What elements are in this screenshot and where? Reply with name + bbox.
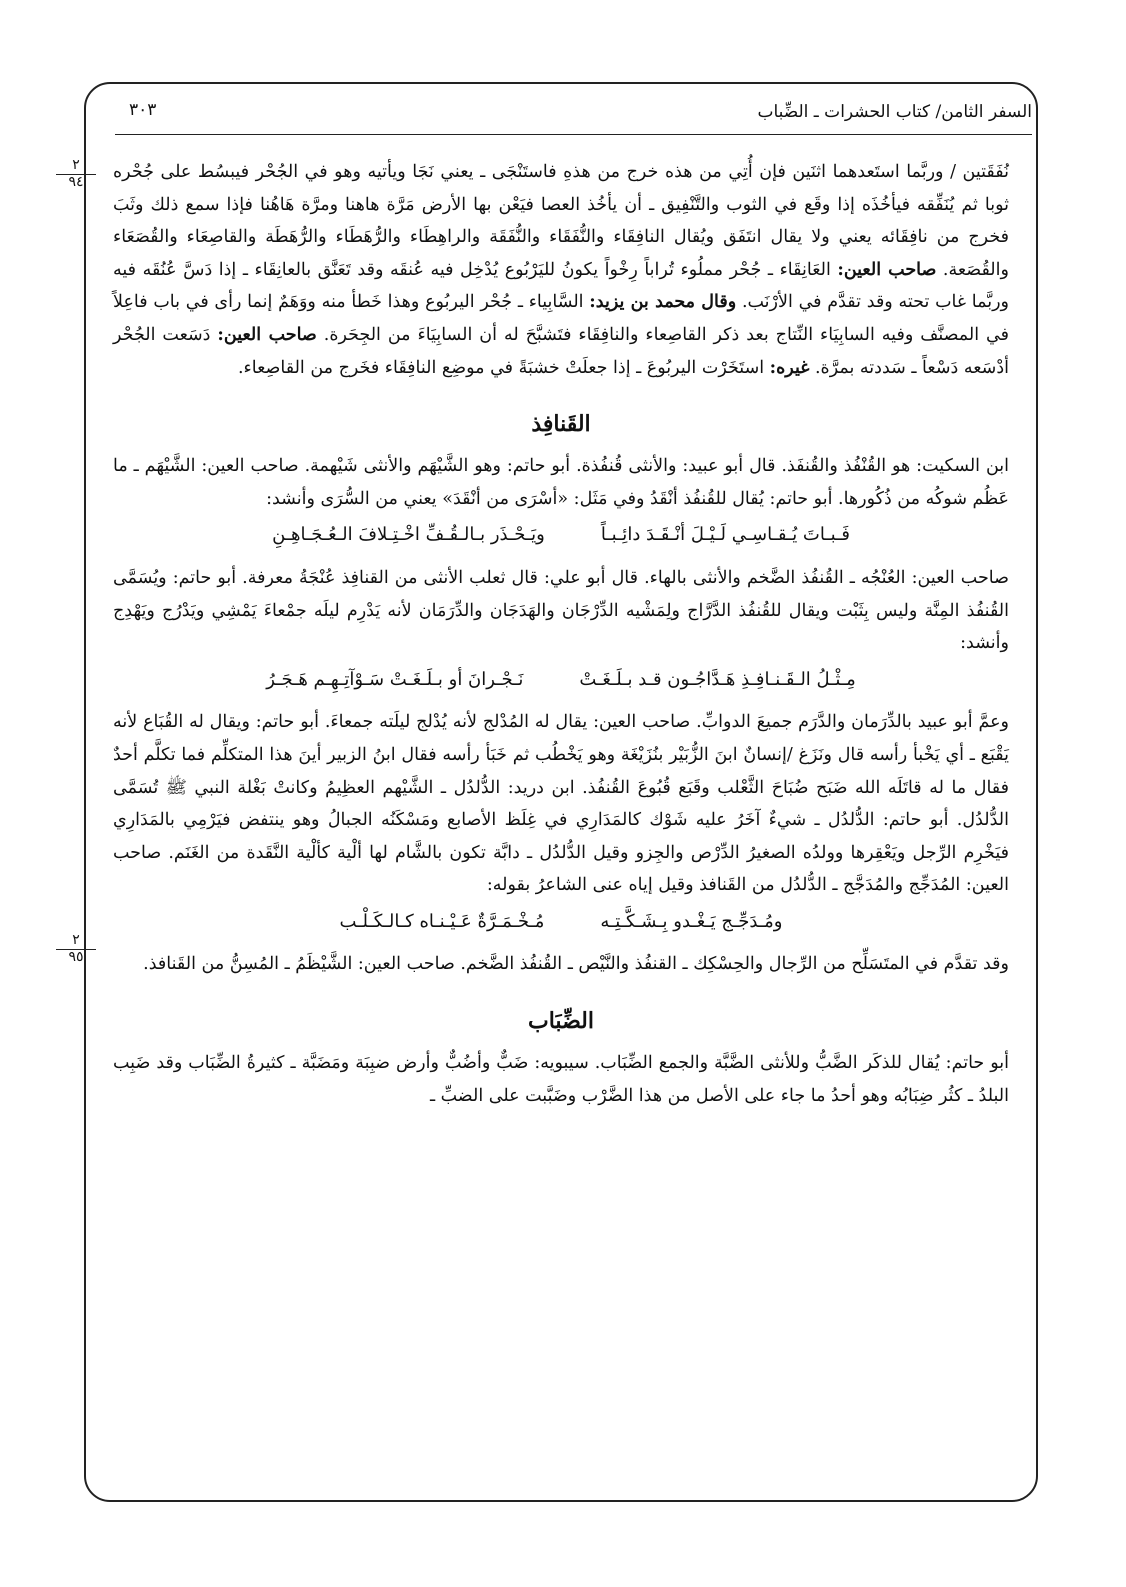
margin-ref-2 [56,933,96,965]
section-title-dibab: الضِّبَاب [528,1008,594,1035]
page-number: ٣٠٣ [129,100,157,120]
main-text [113,156,1009,1112]
verse-hemistich-second: مُـخْـمَـرَّةٌ عَـيْـنـاه كـالـكَـلْـب [339,910,545,932]
margin-ref-top: ٢ [56,933,96,950]
verse-hemistich-first: مِـثْـلُ الـقَـنـافِـذِ هَـدَّاجُـون قـد بـلَـغَـتْ [579,668,856,690]
margin-ref-top: ٢ [56,158,96,175]
margin-ref-bottom: ٩٥ [68,949,84,965]
verse [113,519,1009,552]
margin-ref-bottom: ٩٤ [68,174,84,190]
paragraph: صاحب العين: العُنْجُه ـ القُنفُذ الضَّخم والأنثى بالهاء. قال أبو علي: قال ثعلب الأنثى من القنافِذ عُنْجَةُ معرفة. أبو حاتم: ويُسَمَّى القُنفُذ المِنَّة وليس بِثَبْت ويقال للقُنفُذ الدَّرَّاج ولِمَشْيه الدِّرْجَان والهَدَجَان والدِّرَمَان لأنه يَدْرِم ليلَه جمْعاءَ يَمْشِي ويَدْرُج ويَهْدِج وأنشد: [113,567,1009,654]
paragraph: وقد تقدَّم في المتَسَلِّح من الرِّجال والحِسْكِك ـ القنفُذ والنَّيْص ـ القُنفُذ الضَّخم. صاحب العين: الشَّيْظَمُ ـ المُسِنُّ من القَنافذ. [143,954,1009,975]
verse-hemistich-first: ومُـدَجِّـج يَـغْـدو بِـشَـكَّـتِـه [600,910,783,932]
section-title-qanafidh: القَنافِذ [531,411,591,438]
paragraph-continued: نُفَقَتين / وربَّما استَعدهما اثنَين فإن أُتِي من هذه خرج من هذهِ فاستَنْجَى ـ يعني نَجَا ويأتيه وهو في الجُحْر فيبسُط على جُحْره ثوبا ثم يُنَفِّقه فيأخُذَه إذا وقَع في الثوب والتَّنْفِيق ـ أن يأخُذ العصا فيَعْن بها الأرض مَرَّة هاهنا ومرَّة هَاهُنا فإذا سمع ذلك وثَبَ فخرج من نافِقَائه يعني ولا يقال انتَفَق ويُقال النافِقَاء والنُّفَقَاء والنُّفَقَة والراهِطَاء والرُّهَطَاء والرُّهَطَة والقاصِعَاء والقُصَعَاء والقُصَعة. صاحب العين: العَانِقَاء ـ جُحْر مملُوء تُراباً رِخْواً يكونُ لليَرْبُوع يُدْخِل فيه عُنقَه وقد تَعَنَّق بالعانِقَاء ـ إذا دَسَّ عُنُقَه فيه وربَّما غاب تحته وقد تقدَّم في الأرْنَب. وقال محمد بن يزيد: السَّابِياء ـ جُحْر اليربُوع وهذا خَطأ منه ووَهَمٌ إنما رأى في باب فاعِلاً في المصنَّف وفيه السابِيَاء النِّتاج بعد ذكر القاصِعاء والنافِقَاء فتَشبَّحَ له أن السابِيَاءَ من الجِحَرة. صاحب العين: دَسَعت الجُحْر أدْسَعه دَسْعاً ـ سَددته بمرَّة. غيره: استَخَرْت اليربُوعَ ـ إذا جعلَتْ خشبَةً في موضِع النافِقَاء فخَرج من القاصِعاء. [113,162,1009,378]
paragraph: وعمَّ أبو عبيد بالدِّرَمان والدَّرَم جميعَ الدوابِّ. صاحب العين: يقال له المُدْلج لأنه يُدْلج ليلَته جمعاءَ. أبو حاتم: ويقال له القُبَاع لأنه يَقْبَع ـ أي يَخْبأ رأسه قال ونَزَغ /إنسانٌ ابنَ الزُّبَيْر بنُزَيْغَة وهو يَخْطُب ثم خَبَأ رأسه فقال ابنُ الزبير أينَ هذا المتكلِّم فما تكلَّم أحدٌ فقال ما له قاتَلَه الله ضَبَح ضُبَاحَ الثَّعْلب وقَبَع قُبُوعَ القُنفُذ. ابن دريد: الدُّلدُل ـ الشَّيْهم العظِيمُ وكانتْ بَغْلة النبي ﷺ تُسَمَّى الدُّلدُل. أبو حاتم: الدُّلدُل ـ شيءٌ آخَرُ عليه شَوْك كالمَدَارِي في غِلَظ الأصابع ومَسْكَنُه الجبالُ وهو ينتفض فيَرْمِي بالمَدَارِي فيَخْرِم الرِّجل ويَعْقِرها وولدُه الصغيرُ الدِّرْص والجِزو وقيل الدُّلدُل ـ دابَّة تكون بالشَّام لها ألْية كألْية النَّقَدة من الغَنَم. صاحب العين: المُدَجِّج والمُدَجَّج ـ الدُّلدُل من القَنافذ وقيل إياه عنى الشاعرُ بقوله: [113,712,1009,896]
verse-hemistich-second: ويَـحْـذَر بـالـقُـفِّ اخْـتِـلافَ الـعُـجَـاهِـنِ [272,524,545,546]
paragraph: أبو حاتم: يُقال للذكَر الضَّبُّ وللأنثى الضَّبَّة والجمع الضِّبَاب. سيبويه: ضَبٌّ وأضُبٌّ وأرض ضبِبَة ومَضَبَّة ـ كثيرةُ الضِّبَاب وقد ضَبِب البلدُ ـ كثُر ضِبَابُه وهو أحدُ ما جاء على الأصل من هذا الضَّرْب وضَبَّبت على الضبِّ ـ [113,1053,1009,1106]
verse [113,664,1009,697]
running-head: السفر الثامن/ كتاب الحشرات ـ الضِّباب [757,102,1032,122]
verse [113,906,1009,939]
paragraph: ابن السكيت: هو القُنْفُذ والقُنفَذ. قال أبو عبيد: والأنثى قُنفُذة. أبو حاتم: وهو الشَّيْهَم والأنثى شَيْهمة. صاحب العين: الشَّيْهَم ـ ما عَظُم شوكُه من ذُكُورها. أبو حاتم: يُقال للقُنفُذ أنْقَدُ وفي مَثَل: «أسْرَى من أنْقَدَ» يعني من السُّرَى وأنشد: [113,456,1009,509]
margin-ref-1 [56,158,96,190]
verse-hemistich-second: نَـجْـرانَ أو بـلَـغَـتْ سَـوْآتِـهِـم هَـجَـرُ [266,668,524,690]
verse-hemistich-first: فَـبـاتَ يُـقـاسِـي لَـيْـلَ أنْـقَـدَ دائِـبـاً [600,524,850,546]
page-header [115,98,1032,135]
